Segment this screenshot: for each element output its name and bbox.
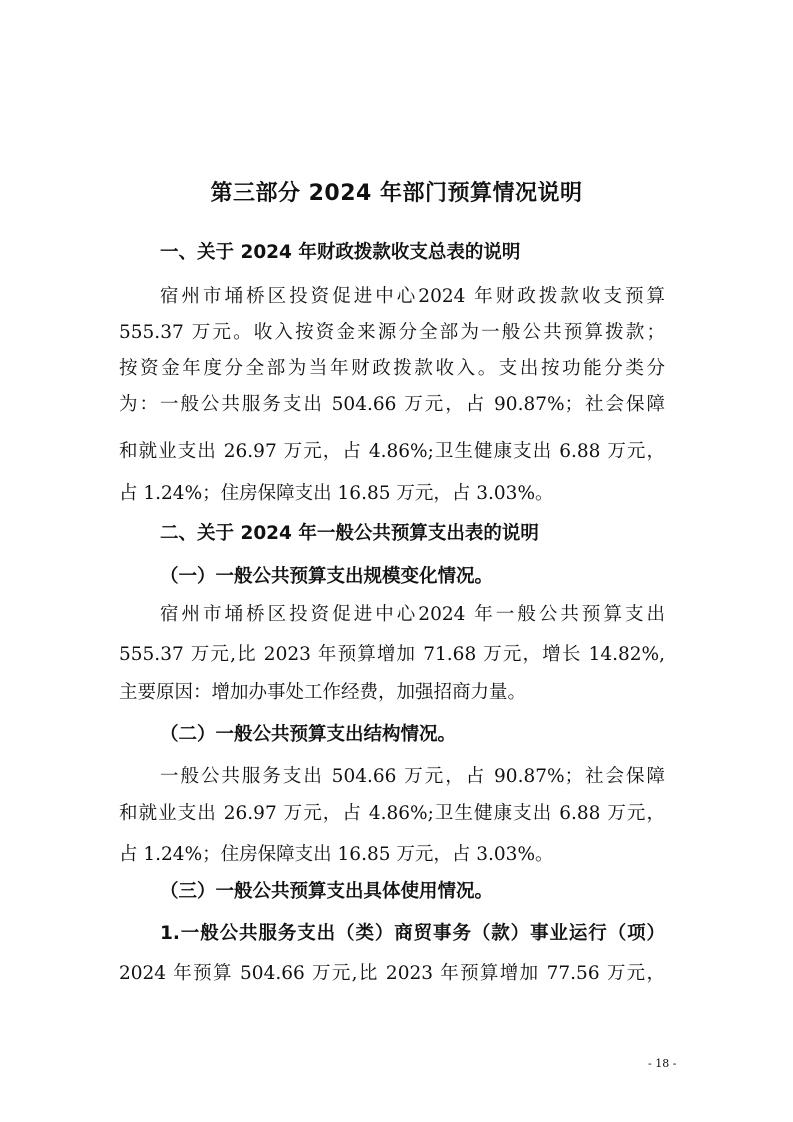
section-1-line: 555.37 万元。收入按资金来源分全部为一般公共预算拨款； — [119, 322, 665, 343]
section-1-line: 宿州市埇桥区投资促进中心2024 年财政拨款收支预算 — [160, 286, 665, 307]
section-1-line: 为：一般公共服务支出 504.66 万元，占 90.87%；社会保障 — [119, 394, 665, 415]
section-1-line: 和就业支出 26.97 万元，占 4.86%;卫生健康支出 6.88 万元， — [119, 441, 665, 462]
section-1-line: 占 1.24%；住房保障支出 16.85 万元，占 3.03%。 — [119, 483, 554, 504]
subsection-2-line: 一般公共服务支出 504.66 万元，占 90.87%；社会保障 — [160, 766, 665, 787]
section-2-heading: 二、关于 2024 年一般公共预算支出表的说明 — [160, 523, 539, 544]
subsection-3-heading: （三）一般公共预算支出具体使用情况。 — [160, 881, 494, 902]
subsection-1-line: 宿州市埇桥区投资促进中心2024 年一般公共预算支出 — [160, 604, 665, 625]
subsection-3-line: 2024 年预算 504.66 万元,比 2023 年预算增加 77.56 万元， — [119, 963, 665, 984]
page-title: 第三部分 2024 年部门预算情况说明 — [210, 181, 583, 206]
subsection-1-line: 主要原因：增加办事处工作经费，加强招商力量。 — [119, 682, 527, 703]
subsection-1-line: 555.37 万元,比 2023 年预算增加 71.68 万元，增长 14.82%, — [119, 644, 665, 665]
item-1-heading: 1.一般公共服务支出（类）商贸事务（款）事业运行（项） — [160, 923, 665, 944]
page-number: - 18 - — [648, 1057, 677, 1070]
subsection-2-heading: （二）一般公共预算支出结构情况。 — [160, 724, 457, 745]
subsection-1-heading: （一）一般公共预算支出规模变化情况。 — [160, 566, 494, 587]
section-1-heading: 一、关于 2024 年财政拨款收支总表的说明 — [160, 242, 521, 263]
subsection-2-line: 占 1.24%；住房保障支出 16.85 万元，占 3.03%。 — [119, 844, 554, 865]
subsection-2-line: 和就业支出 26.97 万元，占 4.86%;卫生健康支出 6.88 万元， — [119, 803, 665, 824]
section-1-line: 按资金年度分全部为当年财政拨款收入。支出按功能分类分 — [119, 358, 665, 379]
